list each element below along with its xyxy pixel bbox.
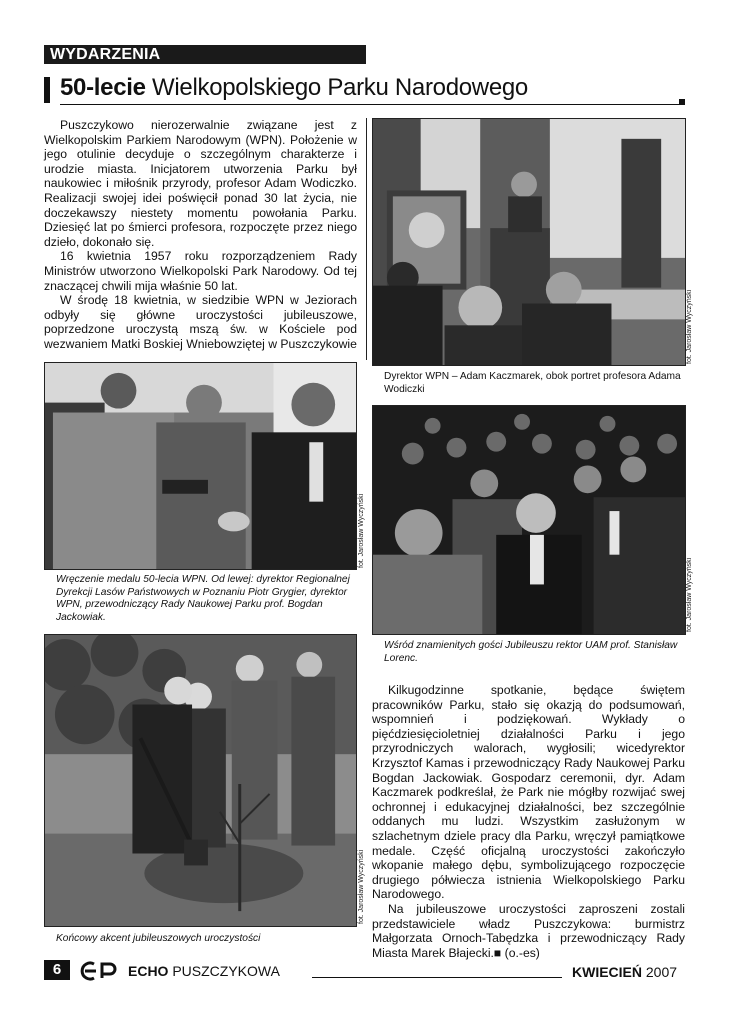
title-end-mark: [679, 99, 685, 105]
intro-paragraph: Puszczykowo nierozerwalnie związane jest z Wielkopolskim Parkiem Narodowym (WPN). Położenie w jego otulinie decyduje o szczególnym charakterze i urodzie miasta. Inicjatorem utworzenia Parku był naukowiec i miłośnik przyrody, profesor Adam Wodiczko. Realizacji swojej idei poświęcił ponad 30 lat życia, nie doczekawszy niestety momentu powołania Parku. Dziesięć lat po śmierci profesora, rozpoczęte przez niego dzieło, dokonało się.: [44, 118, 357, 249]
photo-medal: [44, 362, 357, 570]
article-title-bold: 50-lecie: [60, 74, 146, 101]
title-rule: [60, 104, 682, 105]
photo-podium: [372, 118, 686, 366]
page-number: 6: [52, 961, 62, 978]
echo-logo-icon: [80, 961, 122, 981]
article-title-rest: Wielkopolskiego Parku Narodowego: [145, 74, 528, 101]
main-paragraph: Kilkugodzinne spotkanie, będące świętem pracowników Parku, stało się okazją do podsumowań, wspomnień i podziękowań. Wykłady o pięćdziesięcioletniej działalności Parku i jego przyrodniczych walorach, wygłosili; wicedyrektor Krzysztof Kamas i przewodniczący Rady Naukowej Parku Bogdan Jackowiak. Gospodarz ceremonii, dyr. Adam Kaczmarek podkreślał, że Park nie mógłby rozwijać swej ochronnej i edukacyjnej działalności, bez szczególnie oddanych mu ludzi. Wszystkim zasłużonym w szlachetnym dziele pracy dla Parku, wręczył pamiątkowe medale. Część oficjalną uroczystości zakończyło wkopanie małego dębu, symbolizującego rozpoczęcie drugiego półwiecza istnienia Wielkopolskiego Parku Narodowego.: [372, 683, 685, 902]
photo-tree: [44, 634, 357, 927]
photo-caption-medal: Wręczenie medalu 50-lecia WPN. Od lewej: dyrektor Regionalnej Dyrekcji Lasów Państwowych w Poznaniu Piotr Grygier, dyrektor WPN, przewodniczący Rady Naukowej Parku prof. Bogdan Jackowiak.: [56, 574, 350, 623]
title-marker: [44, 77, 50, 103]
article-title: [60, 73, 528, 103]
intro-paragraph: W środę 18 kwietnia, w siedzibie WPN w Jeziorach odbyły się główne uroczystości jubileuszowe, poprzedzone uroczystą mszą św. w Kościele pod wezwaniem Matki Boskiej Wniebowziętej w Puszczykowie: [44, 293, 357, 351]
photo-caption-podium: Dyrektor WPN – Adam Kaczmarek, obok portret profesora Adama Wodiczki: [384, 371, 681, 395]
intro-paragraph: 16 kwietnia 1957 roku rozporządzeniem Rady Ministrów utworzono Wielkopolski Park Narodowy. Od tej znaczącej chwili mija właśnie 50 lat.: [44, 249, 357, 293]
column-divider: [366, 118, 367, 360]
section-label: WYDARZENIA: [50, 46, 161, 63]
intro-text: [44, 118, 357, 352]
main-text: [372, 683, 685, 960]
footer-year: 2007: [642, 964, 678, 980]
section-header: [44, 45, 366, 64]
footer-brand-bold: ECHO: [128, 963, 169, 979]
photo-credit: fot. Jarosław Wyczyński: [358, 493, 365, 568]
main-paragraph: Na jubileuszowe uroczystości zaproszeni zostali przedstawiciele władz Puszczykowa: burmistrz Małgorzata Ornoch-Tabędzka i przewodniczący Rady Miasta Marek Błajecki.■ (o.-es): [372, 901, 685, 960]
footer-date: [572, 964, 677, 980]
photo-caption-audience: Wśród znamienitych gości Jubileuszu rektor UAM prof. Stanisław Lorenc.: [384, 640, 678, 664]
footer-month: KWIECIEŃ: [572, 964, 642, 980]
photo-credit: fot. Jarosław Wyczyński: [358, 849, 365, 924]
footer-brand-rest: PUSZCZYKOWA: [168, 963, 280, 979]
photo-caption-tree: Końcowy akcent jubileuszowych uroczystości: [56, 933, 261, 944]
photo-credit: fot. Jarosław Wyczyński: [686, 557, 693, 632]
page-number-box: [44, 960, 70, 980]
footer-rule: [312, 977, 562, 978]
photo-audience: [372, 405, 686, 635]
footer-brand: [128, 963, 280, 979]
photo-credit: fot. Jarosław Wyczyński: [686, 289, 693, 364]
